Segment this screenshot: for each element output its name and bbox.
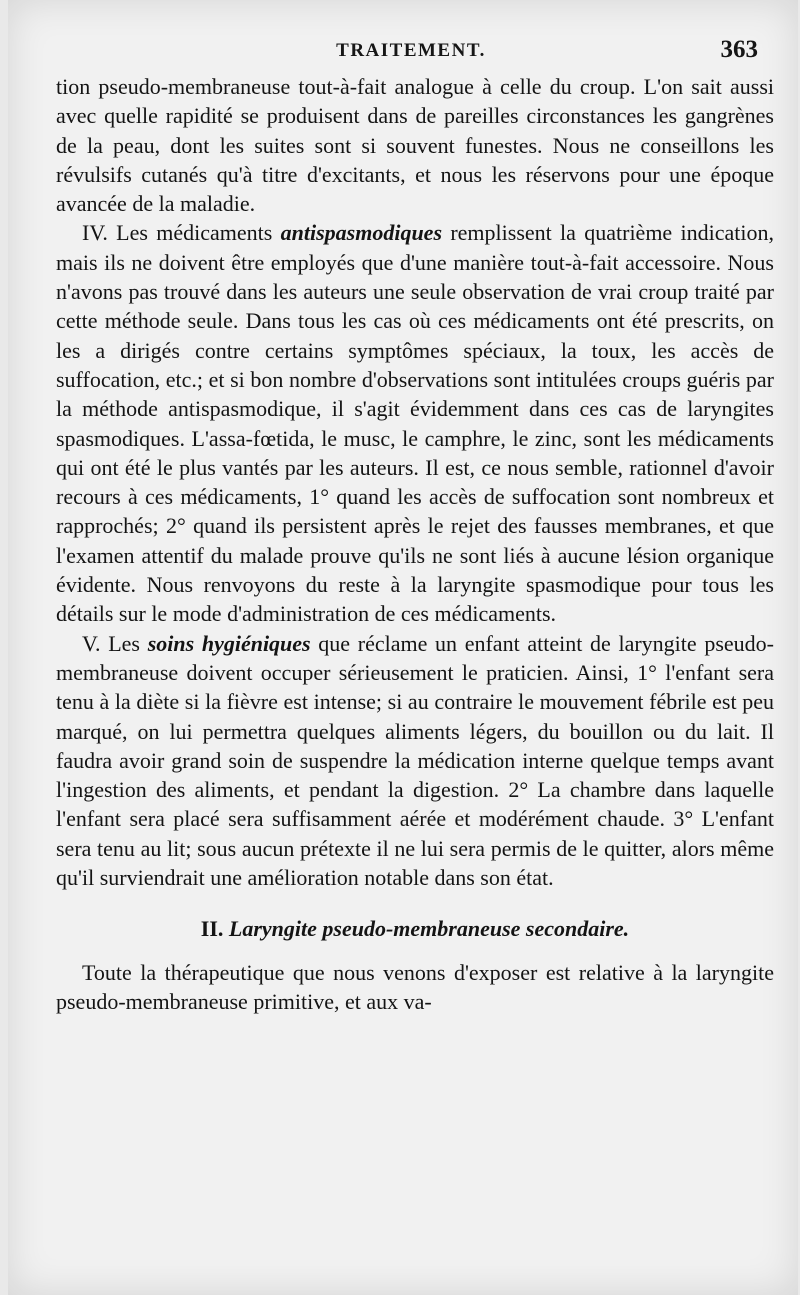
section-heading — [56, 914, 774, 943]
italic-term: soins hygiéniques — [147, 630, 311, 656]
paragraph — [56, 72, 774, 218]
text-run: que réclame un enfant atteint de laryngite pseudo-membraneuse doivent occuper sérieusement le praticien. Ainsi, 1° l'enfant sera tenu à la diète si la fièvre est intense; si au contraire le mouvement fébrile est peu marqué, on lui permettra quelques aliments légers, du bouillon ou du lait. Il faudra avoir grand soin de suspendre la médication interne quelque temps avant l'ingestion des aliments, et pendant la digestion. 2° La chambre dans laquelle l'enfant sera placé sera suffisamment aérée et modérément chaude. 3° L'enfant sera tenu au lit; sous aucun prétexte il ne lui sera permis de le quitter, alors même qu'il surviendrait une amélioration notable dans son état. — [56, 630, 774, 891]
page-header — [56, 36, 766, 70]
page-number: 363 — [720, 36, 758, 63]
section-number: II. — [200, 916, 224, 942]
italic-term: antispasmodiques — [280, 220, 443, 246]
text-run: V. Les — [82, 630, 148, 656]
paragraph-list — [56, 72, 774, 892]
book-page — [8, 0, 798, 1295]
text-run: remplissent la quatrième indication, mais ils ne doivent être employés que d'une manière tout-à-fait accessoire. Nous n'avons pas trouvé dans les auteurs une seule observation de vrai croup traité par cette méthode seule. Dans tous les cas où ces médicaments ont été prescrits, on les a dirigés contre certains symptômes spéciaux, la toux, les accès de suffocation, etc.; et si bon nombre d'observations sont intitulées croups guéris par la méthode antispasmodique, il s'agit évidemment dans ces cas de laryngites spasmodiques. L'assa-fœtida, le musc, le camphre, le zinc, sont les médicaments qui ont été le plus vantés par les auteurs. Il est, ce nous semble, rationnel d'avoir recours à ces médicaments, 1° quand les accès de suffocation sont nombreux et rapprochés; 2° quand ils persistent après le rejet des fausses membranes, et que l'examen attentif du malade prouve qu'ils ne sont liés à aucune lésion organique évidente. Nous renvoyons du reste à la laryngite spasmodique pour tous les détails sur le mode d'administration de ces médicaments. — [56, 220, 774, 627]
paragraph — [56, 218, 774, 628]
paragraph — [56, 629, 774, 893]
section-title-text: Laryngite pseudo-membraneuse secondaire. — [228, 916, 630, 942]
text-run: tion pseudo-membraneuse tout-à-fait analogue à celle du croup. L'on sait aussi avec quelle rapidité se produisent dans de pareilles circonstances les gangrènes de la peau, dont les suites sont si souvent funestes. Nous ne conseillons les révulsifs cutanés qu'à titre d'excitants, et nous les réservons pour une époque avancée de la maladie. — [56, 74, 774, 217]
body-text — [56, 72, 774, 1016]
closing-paragraph: Toute la thérapeutique que nous venons d'exposer est relative à la laryngite pseudo-membraneuse primitive, et aux va- — [56, 959, 774, 1014]
text-run: IV. Les médicaments — [82, 220, 281, 246]
running-title: TRAITEMENT. — [336, 40, 486, 61]
